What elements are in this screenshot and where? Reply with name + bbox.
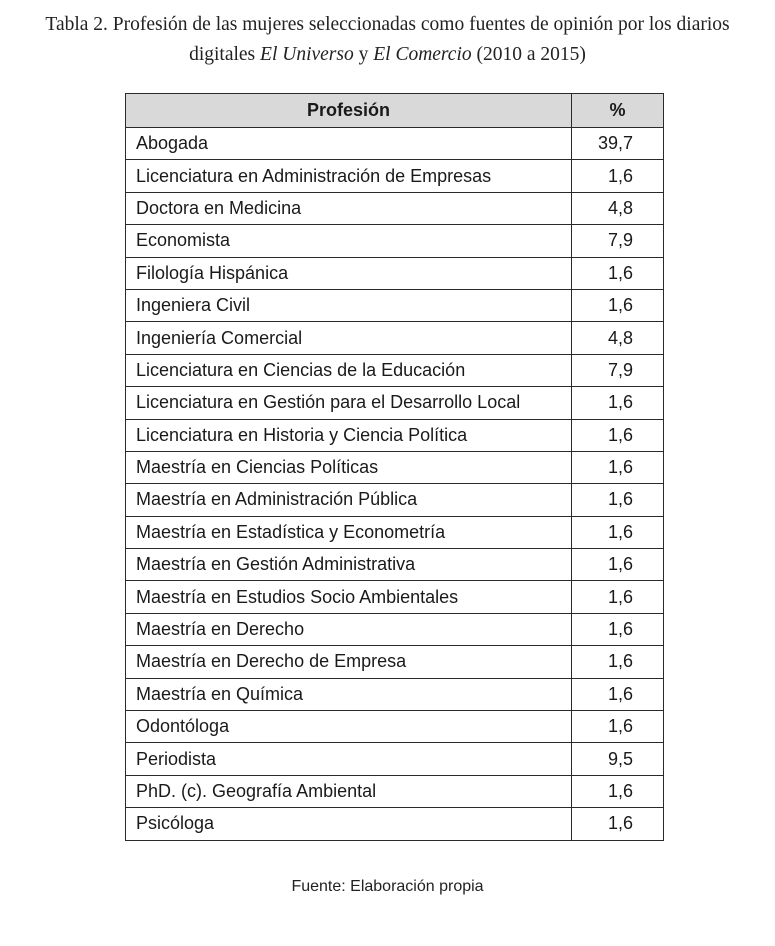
percent-cell: 1,6: [572, 613, 664, 645]
header-percent: %: [572, 94, 664, 128]
profession-cell: Maestría en Estadística y Econometría: [126, 516, 572, 548]
table-source: Fuente: Elaboración propia: [291, 878, 484, 895]
profession-cell: Psicóloga: [126, 808, 572, 840]
percent-cell: 1,6: [572, 775, 664, 807]
percent-cell: 4,8: [572, 192, 664, 224]
profession-table: [125, 93, 664, 841]
profession-cell: Maestría en Administración Pública: [126, 484, 572, 516]
profession-cell: Licenciatura en Ciencias de la Educación: [126, 354, 572, 386]
percent-cell: 39,7: [572, 128, 664, 160]
profession-cell: Abogada: [126, 128, 572, 160]
caption-line-1: Tabla 2. Profesión de las mujeres seleccionadas como fuentes de opinión por los diarios: [45, 14, 730, 35]
profession-cell: Maestría en Química: [126, 678, 572, 710]
percent-cell: 1,6: [572, 419, 664, 451]
table-caption: [0, 10, 775, 70]
caption-connector: y: [353, 44, 374, 65]
profession-cell: Licenciatura en Administración de Empresas: [126, 160, 572, 192]
table-row: [126, 581, 664, 613]
profession-cell: Economista: [126, 225, 572, 257]
percent-cell: 1,6: [572, 581, 664, 613]
profession-cell: Periodista: [126, 743, 572, 775]
table-row: [126, 225, 664, 257]
table-row: [126, 808, 664, 840]
header-profession: Profesión: [126, 94, 572, 128]
percent-cell: 7,9: [572, 225, 664, 257]
percent-cell: 1,6: [572, 387, 664, 419]
percent-cell: 1,6: [572, 289, 664, 321]
table-body: [126, 128, 664, 841]
percent-cell: 4,8: [572, 322, 664, 354]
table-row: [126, 549, 664, 581]
percent-cell: 1,6: [572, 808, 664, 840]
profession-cell: Licenciatura en Historia y Ciencia Política: [126, 419, 572, 451]
table-row: [126, 451, 664, 483]
table-row: [126, 613, 664, 645]
percent-cell: 1,6: [572, 678, 664, 710]
profession-cell: Ingeniera Civil: [126, 289, 572, 321]
profession-cell: Maestría en Estudios Socio Ambientales: [126, 581, 572, 613]
profession-cell: PhD. (c). Geografía Ambiental: [126, 775, 572, 807]
table-row: [126, 646, 664, 678]
table-row: [126, 322, 664, 354]
percent-cell: 9,5: [572, 743, 664, 775]
table-row: [126, 192, 664, 224]
profession-cell: Odontóloga: [126, 711, 572, 743]
profession-cell: Maestría en Derecho de Empresa: [126, 646, 572, 678]
caption-prefix: digitales: [189, 44, 261, 65]
percent-cell: 1,6: [572, 257, 664, 289]
table-row: [126, 678, 664, 710]
profession-cell: Maestría en Ciencias Políticas: [126, 451, 572, 483]
percent-cell: 1,6: [572, 160, 664, 192]
table-row: [126, 160, 664, 192]
table-row: [126, 711, 664, 743]
caption-line-2: [0, 40, 775, 70]
table-row: [126, 289, 664, 321]
percent-cell: 1,6: [572, 549, 664, 581]
table-row: [126, 775, 664, 807]
percent-cell: 1,6: [572, 711, 664, 743]
profession-cell: Doctora en Medicina: [126, 192, 572, 224]
profession-cell: Filología Hispánica: [126, 257, 572, 289]
newspaper-name-2: El Comercio: [373, 44, 472, 65]
percent-cell: 1,6: [572, 484, 664, 516]
profession-cell: Maestría en Derecho: [126, 613, 572, 645]
table-header-row: [126, 94, 664, 128]
table-row: [126, 419, 664, 451]
percent-cell: 1,6: [572, 646, 664, 678]
newspaper-name-1: El Universo: [260, 44, 354, 65]
table-row: [126, 743, 664, 775]
table-row: [126, 516, 664, 548]
profession-cell: Ingeniería Comercial: [126, 322, 572, 354]
percent-cell: 1,6: [572, 516, 664, 548]
profession-cell: Maestría en Gestión Administrativa: [126, 549, 572, 581]
caption-period: (2010 a 2015): [471, 44, 586, 65]
table-row: [126, 128, 664, 160]
table-row: [126, 257, 664, 289]
percent-cell: 1,6: [572, 451, 664, 483]
percent-cell: 7,9: [572, 354, 664, 386]
table-row: [126, 387, 664, 419]
profession-cell: Licenciatura en Gestión para el Desarrollo Local: [126, 387, 572, 419]
table-row: [126, 354, 664, 386]
table-row: [126, 484, 664, 516]
